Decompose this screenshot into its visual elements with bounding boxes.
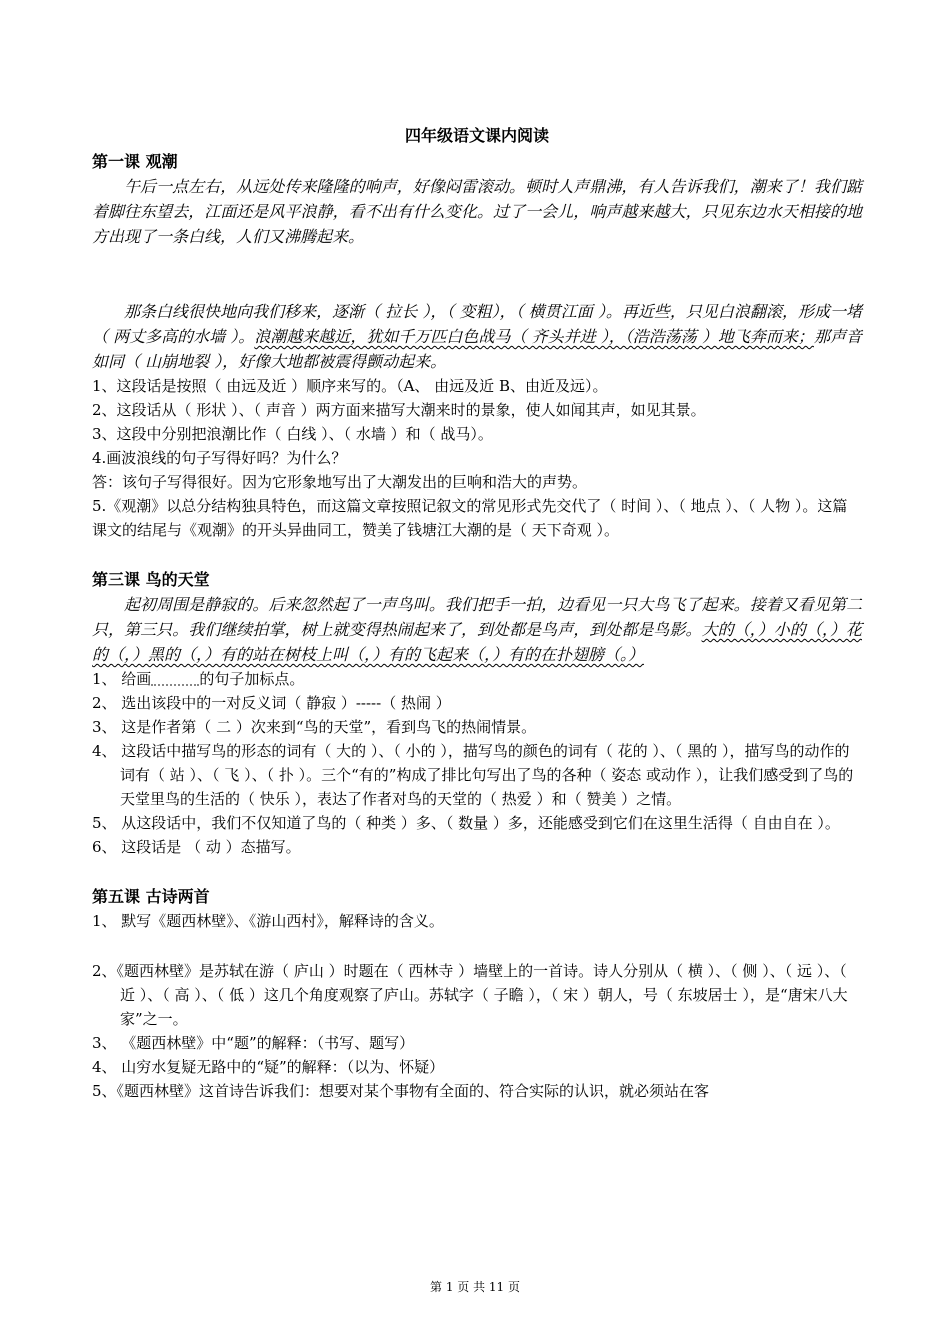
lesson1-paragraph-1: 午后一点左右，从远处传来隆隆的响声，好像闷雷滚动。顿时人声鼎沸，有人告诉我们，潮来了！我们踮着脚往东望去，江面还是风平浪静，看不出有什么变化。过了一会儿，响声越来越大，只见东边水天相接的地方出现了一条白线，人们又沸腾起来。 [92,177,862,246]
lesson1-heading: 第一课 观潮 [92,152,178,171]
lesson1-question-4: 4.画波浪线的句子写得好吗？为什么？ [92,449,347,467]
lesson3-q1-text-b: 的句子加标点。 [199,670,305,688]
lesson3-paragraph [92,592,862,667]
lesson1-question-3: 3、这段中分别把浪潮比作（ 白线 ）、（ 水墙 ）和（ 战马）。 [92,425,493,443]
lesson3-question-3: 3、 这是作者第（ 二 ）次来到“鸟的天堂”，看到鸟飞的热闹情景。 [92,718,537,736]
lesson5-heading: 第五课 古诗两首 [92,887,210,906]
lesson3-q1-text-a: 1、 给画 [92,670,152,688]
lesson3-question-6: 6、 这段话是 （ 动 ）态描写。 [92,838,301,856]
page-footer: 第 1 页 共 11 页 [430,1280,520,1294]
lesson3-question-5: 5、 从这段话中，我们不仅知道了鸟的（ 种类 ）多、（ 数量 ）多，还能感受到它们在这里生活得（ 自由自在 ）。 [92,814,840,832]
lesson3-para-wavy-sentence: 大的（，）小的（，）花的（，）黑的（，）有的站在树枝上叫（，）有的飞起来（，）有的在扑翅膀（。） [92,620,862,664]
lesson1-para2-part-a: 那条白线很快地向我们移来，逐渐（ 拉长 ），（ 变粗），（ 横贯江面 ）。再近些，只见白浪翻滚，形成一堵（ 两丈多高的水墙 ）。 [92,302,862,346]
lesson5-question-2: 2、《题西林壁》是苏轼在游（ 庐山 ）时题在（ 西林寺 ）墙壁上的一首诗。诗人分别从（ 横 ）、（ 侧 ）、（ 远 ）、（ 近 ）、（ 高 ）、（ 低 ）这几个角度观察了庐山。苏轼字（ 子瞻 ），（ 宋 ）朝人，号（ 东坡居士 ），是“唐宋八大家”之一。 [92,962,848,1028]
lesson5-question-5: 5、《题西林壁》这首诗告诉我们：想要对某个事物有全面的、符合实际的认识，就必须站在客 [92,1082,710,1100]
lesson1-paragraph-2 [92,299,862,374]
lesson1-para2-part-b: 那声音如同（ 山崩地裂 ），好像大地都被震得颤动起来。 [92,327,862,371]
document-title: 四年级语文课内阅读 [404,126,549,145]
lesson3-question-4: 4、 这段话中描写鸟的形态的词有（ 大的 ）、（ 小的 ），描写鸟的颜色的词有（ 花的 ）、（ 黑的 ），描写鸟的动作的词有（ 站 ）、（ 飞 ）、（ 扑 ）。三个“有的”构成了排比句写出了鸟的各种（ 姿态 或动作 ），让我们感受到了鸟的天堂里鸟的生活的（ 快乐 ），表达了作者对鸟的天堂的（ 热爱 ）和（ 赞美 ）之情。 [92,742,854,808]
wavy-line-sample [151,670,199,686]
lesson3-question-2: 2、 选出该段中的一对反义词（ 静寂 ）-----（ 热闹 ） [92,694,451,712]
lesson1-answer-4: 答：该句子写得很好。因为它形象地写出了大潮发出的巨响和浩大的声势。 [92,473,588,491]
lesson1-question-1: 1、这段话是按照（ 由远及近 ）顺序来写的。（A、 由远及近 B、由近及远）。 [92,377,608,395]
lesson1-para2-wavy-sentence: 浪潮越来越近，犹如千万匹白色战马（ 齐头并进 ），（浩浩荡荡 ）地飞奔而来； [254,327,814,346]
lesson3-para-part-a: 起初周围是静寂的。后来忽然起了一声鸟叫。我们把手一拍，边看见一只大鸟飞了起来。接着又看见第二只，第三只。我们继续拍掌，树上就变得热闹起来了，到处都是鸟声，到处都是鸟影。 [92,595,862,639]
lesson1-question-2: 2、这段话从（ 形状 ）、（ 声音 ）两方面来描写大潮来时的景象，使人如闻其声，如见其景。 [92,401,706,419]
document-page [92,124,862,1103]
lesson5-question-3: 3、 《题西林壁》中“题”的解释：（书写、题写） [92,1034,415,1052]
lesson3-heading: 第三课 鸟的天堂 [92,570,210,589]
lesson5-question-1: 1、 默写《题西林壁》、《游山西村》，解释诗的含义。 [92,912,444,930]
lesson1-question-5: 5.《观潮》以总分结构独具特色，而这篇文章按照记叙文的常见形式先交代了（ 时间 ）、（ 地点 ）、（ 人物 ）。这篇课文的结尾与《观潮》的开头异曲同工，赞美了钱塘江大潮的是（ 天下奇观 ）。 [92,497,848,539]
lesson5-question-4: 4、 山穷水复疑无路中的“疑”的解释：（以为、怀疑） [92,1058,445,1076]
lesson3-question-1 [92,667,862,691]
